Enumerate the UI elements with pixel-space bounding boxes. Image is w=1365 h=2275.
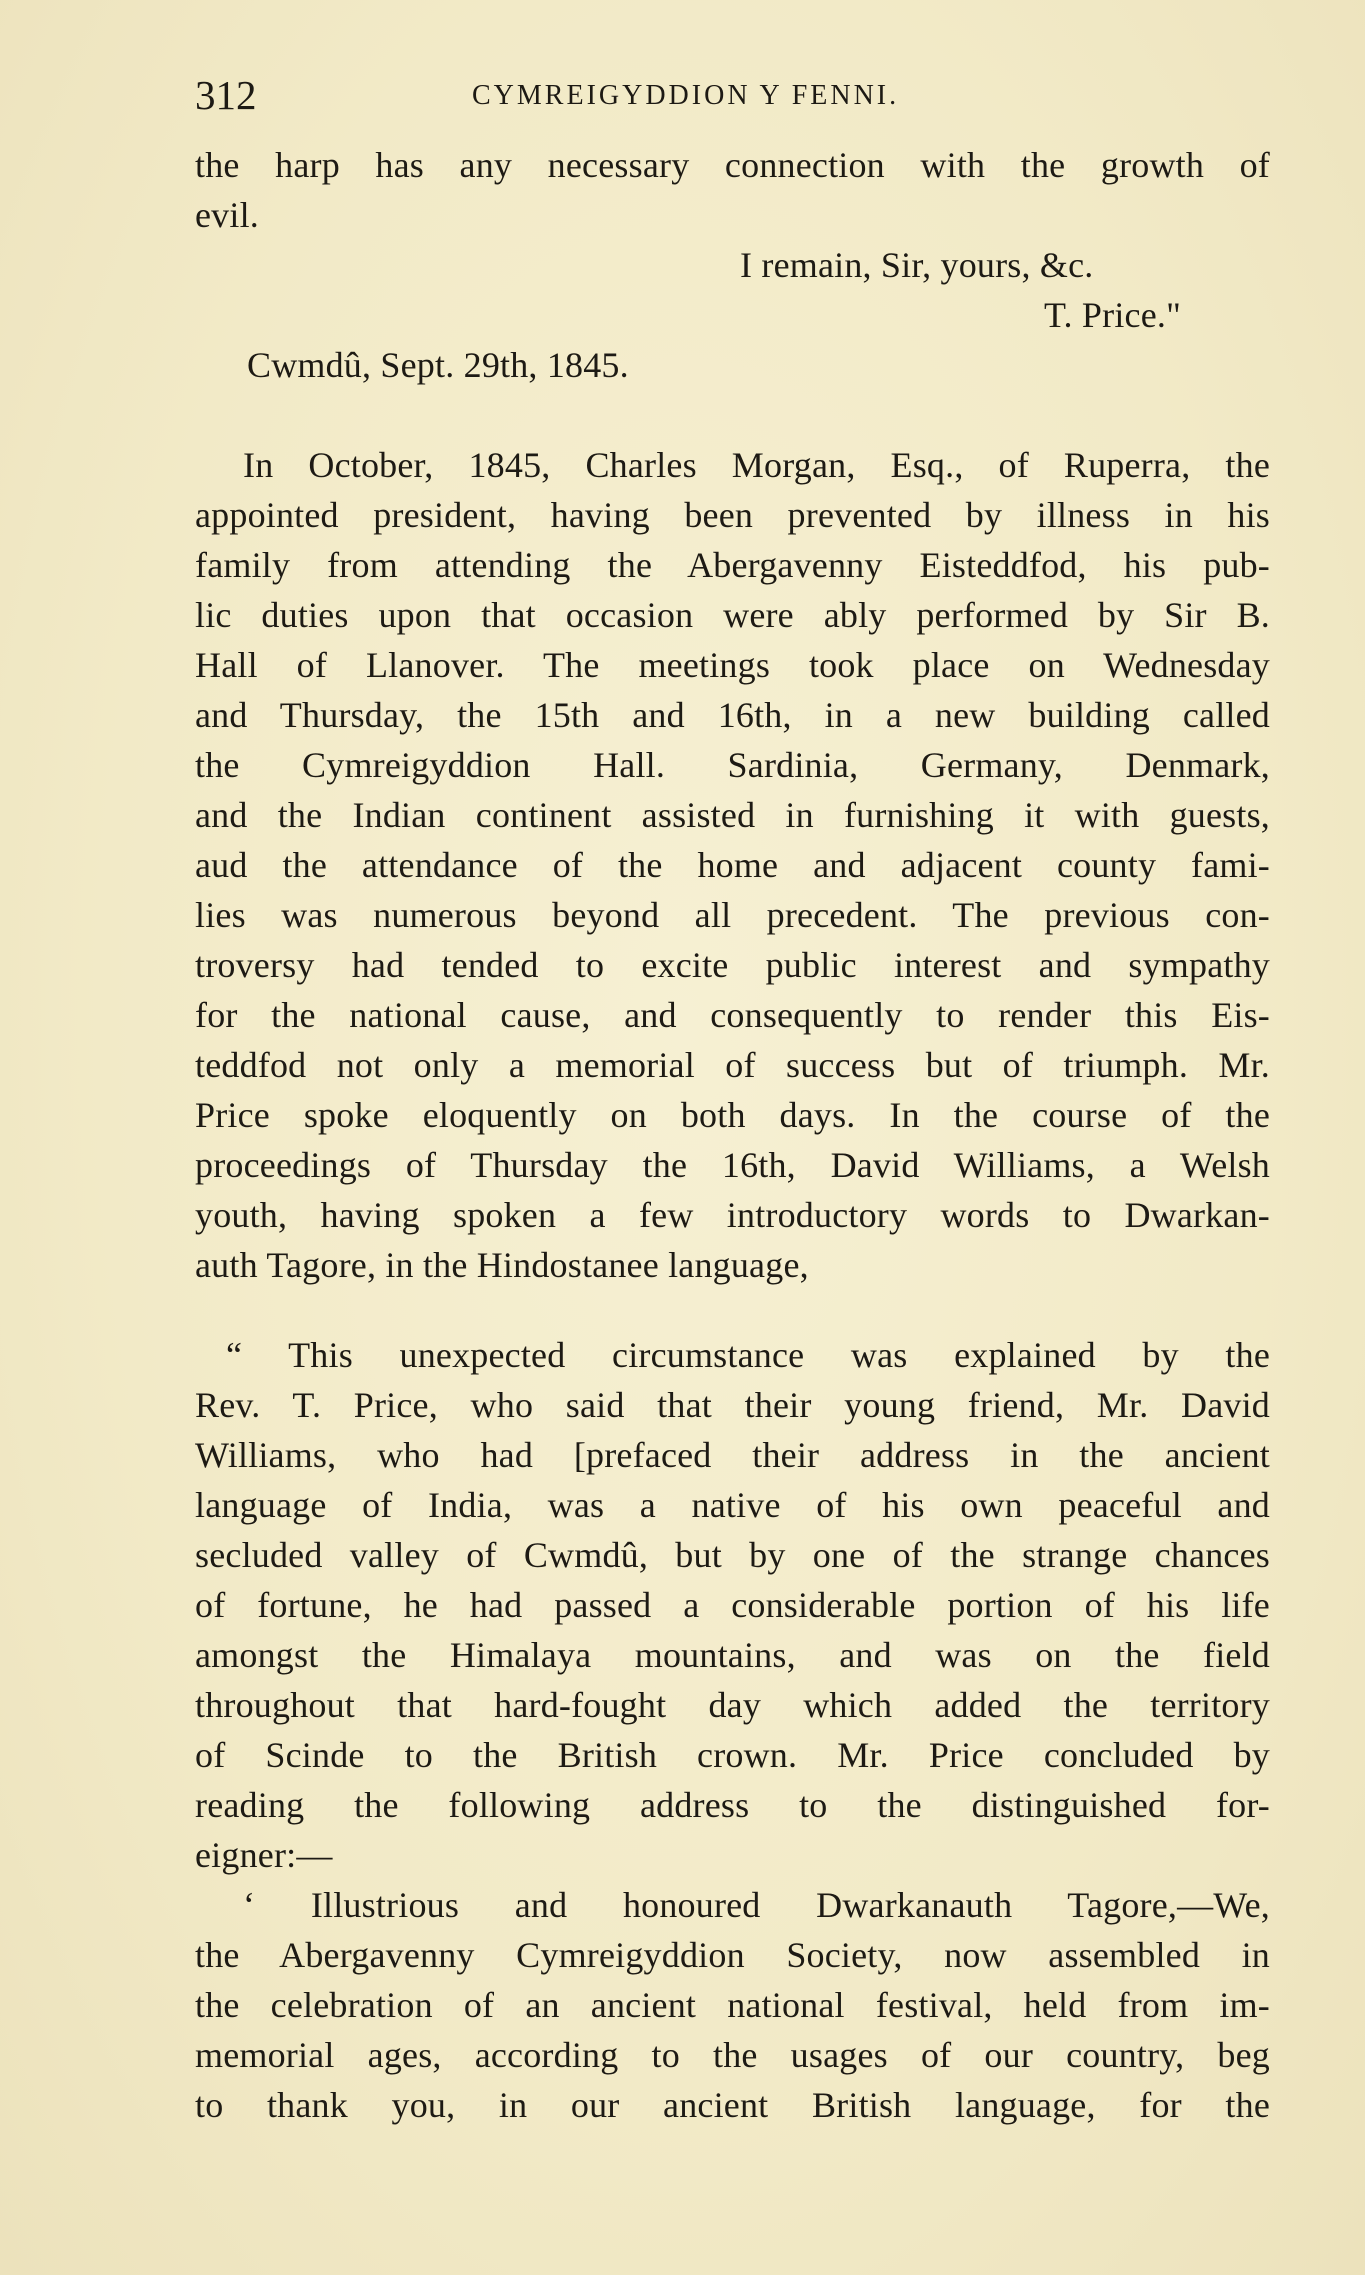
text-line: troversy had tended to excite public interest and sympathy: [195, 945, 1270, 985]
text-line: lic duties upon that occasion were ably performed by Sir B.: [195, 595, 1270, 635]
text-line: amongst the Himalaya mountains, and was on the field: [195, 1635, 1270, 1675]
text-line: evil.: [195, 195, 259, 235]
text-line: auth Tagore, in the Hindostanee language,: [195, 1245, 809, 1285]
text-line: ‘ Illustrious and honoured Dwarkanauth Tagore,—We,: [243, 1885, 1270, 1925]
text-line: memorial ages, according to the usages of our country, beg: [195, 2035, 1270, 2075]
text-line: the harp has any necessary connection with the growth of: [195, 145, 1270, 185]
text-line: the celebration of an ancient national festival, held from im-: [195, 1985, 1270, 2025]
text-line: Hall of Llanover. The meetings took place on Wednesday: [195, 645, 1270, 685]
letter-date: Cwmdû, Sept. 29th, 1845.: [247, 345, 629, 385]
text-line: appointed president, having been prevented by illness in his: [195, 495, 1270, 535]
page-number: 312: [195, 72, 257, 118]
text-line: eigner:—: [195, 1835, 333, 1875]
text-line: lies was numerous beyond all precedent. The previous con-: [195, 895, 1270, 935]
text-line: the Cymreigyddion Hall. Sardinia, Germany, Denmark,: [195, 745, 1270, 785]
text-line: aud the attendance of the home and adjacent county fami-: [195, 845, 1270, 885]
text-line: the Abergavenny Cymreigyddion Society, now assembled in: [195, 1935, 1270, 1975]
text-line: secluded valley of Cwmdû, but by one of the strange chances: [195, 1535, 1270, 1575]
text-line: teddfod not only a memorial of success but of triumph. Mr.: [195, 1045, 1270, 1085]
text-line: “ This unexpected circumstance was explained by the: [226, 1335, 1270, 1375]
text-line: Rev. T. Price, who said that their young friend, Mr. David: [195, 1385, 1270, 1425]
text-line: and the Indian continent assisted in furnishing it with guests,: [195, 795, 1270, 835]
text-line: In October, 1845, Charles Morgan, Esq., of Ruperra, the: [243, 445, 1270, 485]
text-line: family from attending the Abergavenny Eisteddfod, his pub-: [195, 545, 1270, 585]
text-line: language of India, was a native of his own peaceful and: [195, 1485, 1270, 1525]
text-line: Williams, who had [prefaced their address in the ancient: [195, 1435, 1270, 1475]
text-line: Price spoke eloquently on both days. In the course of the: [195, 1095, 1270, 1135]
text-line: and Thursday, the 15th and 16th, in a new building called: [195, 695, 1270, 735]
page-header: [195, 70, 1270, 120]
letter-signature: T. Price.": [1044, 295, 1181, 335]
text-line: of fortune, he had passed a considerable portion of his life: [195, 1585, 1270, 1625]
text-line: to thank you, in our ancient British language, for the: [195, 2085, 1270, 2125]
text-line: of Scinde to the British crown. Mr. Price concluded by: [195, 1735, 1270, 1775]
text-line: proceedings of Thursday the 16th, David Williams, a Welsh: [195, 1145, 1270, 1185]
text-line: youth, having spoken a few introductory words to Dwarkan-: [195, 1195, 1270, 1235]
text-line: reading the following address to the distinguished for-: [195, 1785, 1270, 1825]
text-line: for the national cause, and consequently to render this Eis-: [195, 995, 1270, 1035]
text-line: throughout that hard-fought day which added the territory: [195, 1685, 1270, 1725]
running-head: CYMREIGYDDION Y FENNI.: [472, 80, 900, 111]
letter-closing: I remain, Sir, yours, &c.: [740, 245, 1094, 285]
